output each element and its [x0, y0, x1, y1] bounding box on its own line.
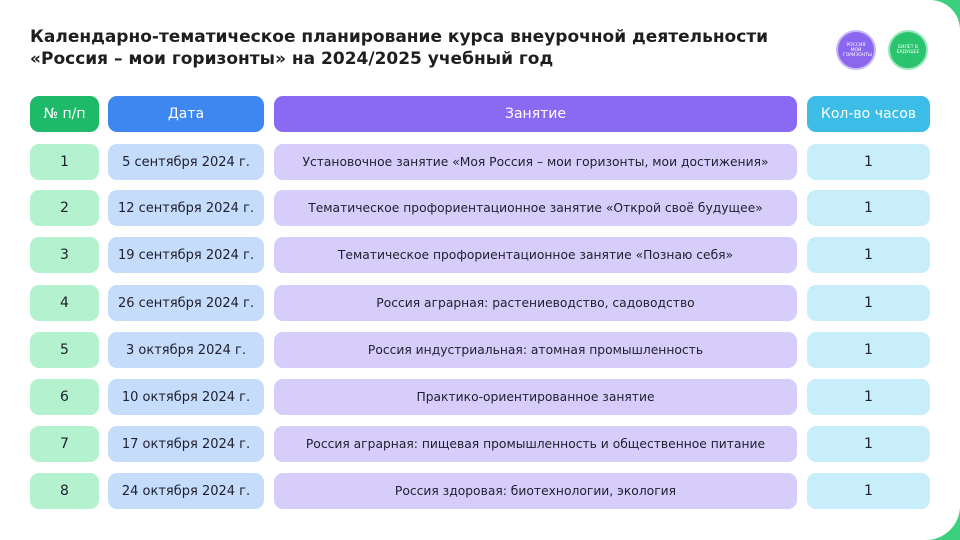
row-topic: Тематическое профориентационное занятие «Познаю себя»: [274, 237, 797, 273]
row-hours: 1: [807, 473, 930, 509]
row-number: 2: [30, 190, 99, 226]
table-row: [0, 237, 960, 273]
row-hours: 1: [807, 285, 930, 321]
russia-my-horizons-logo: [836, 30, 876, 70]
row-number: 1: [30, 144, 99, 180]
logo-text: РОССИЯ МОИ ГОРИЗОНТЫ: [843, 42, 872, 58]
title-line-2: «Россия – мои горизонты» на 2024/2025 учебный год: [30, 49, 554, 69]
table-row: [0, 144, 960, 180]
header-num: № п/п: [30, 96, 99, 132]
row-topic: Россия аграрная: растениеводство, садоводство: [274, 285, 797, 321]
row-hours: 1: [807, 190, 930, 226]
page-title: [30, 26, 790, 70]
row-hours: 1: [807, 144, 930, 180]
row-number: 7: [30, 426, 99, 462]
row-date: 26 сентября 2024 г.: [108, 285, 264, 321]
logo-text: БИЛЕТ В БУДУЩЕЕ: [896, 45, 920, 55]
row-number: 8: [30, 473, 99, 509]
row-hours: 1: [807, 379, 930, 415]
row-number: 3: [30, 237, 99, 273]
row-hours: 1: [807, 332, 930, 368]
table-row: [0, 473, 960, 509]
row-topic: Тематическое профориентационное занятие «Открой своё будущее»: [274, 190, 797, 226]
row-date: 5 сентября 2024 г.: [108, 144, 264, 180]
header-hours: Кол-во часов: [807, 96, 930, 132]
row-hours: 1: [807, 237, 930, 273]
row-date: 12 сентября 2024 г.: [108, 190, 264, 226]
row-number: 4: [30, 285, 99, 321]
ticket-to-future-logo: [888, 30, 928, 70]
corner-decoration: [900, 0, 960, 30]
row-date: 19 сентября 2024 г.: [108, 237, 264, 273]
row-number: 5: [30, 332, 99, 368]
table-row: [0, 190, 960, 226]
table-row: [0, 285, 960, 321]
header-date: Дата: [108, 96, 264, 132]
row-number: 6: [30, 379, 99, 415]
row-topic: Россия индустриальная: атомная промышленность: [274, 332, 797, 368]
row-topic: Россия здоровая: биотехнологии, экология: [274, 473, 797, 509]
row-date: 17 октября 2024 г.: [108, 426, 264, 462]
row-hours: 1: [807, 426, 930, 462]
header-topic: Занятие: [274, 96, 797, 132]
row-topic: Россия аграрная: пищевая промышленность и общественное питание: [274, 426, 797, 462]
table-row: [0, 332, 960, 368]
row-date: 10 октября 2024 г.: [108, 379, 264, 415]
row-topic: Практико-ориентированное занятие: [274, 379, 797, 415]
row-date: 3 октября 2024 г.: [108, 332, 264, 368]
table-row: [0, 426, 960, 462]
title-line-1: Календарно-тематическое планирование курса внеурочной деятельности: [30, 27, 769, 47]
row-topic: Установочное занятие «Моя Россия – мои горизонты, мои достижения»: [274, 144, 797, 180]
table-row: [0, 379, 960, 415]
row-date: 24 октября 2024 г.: [108, 473, 264, 509]
